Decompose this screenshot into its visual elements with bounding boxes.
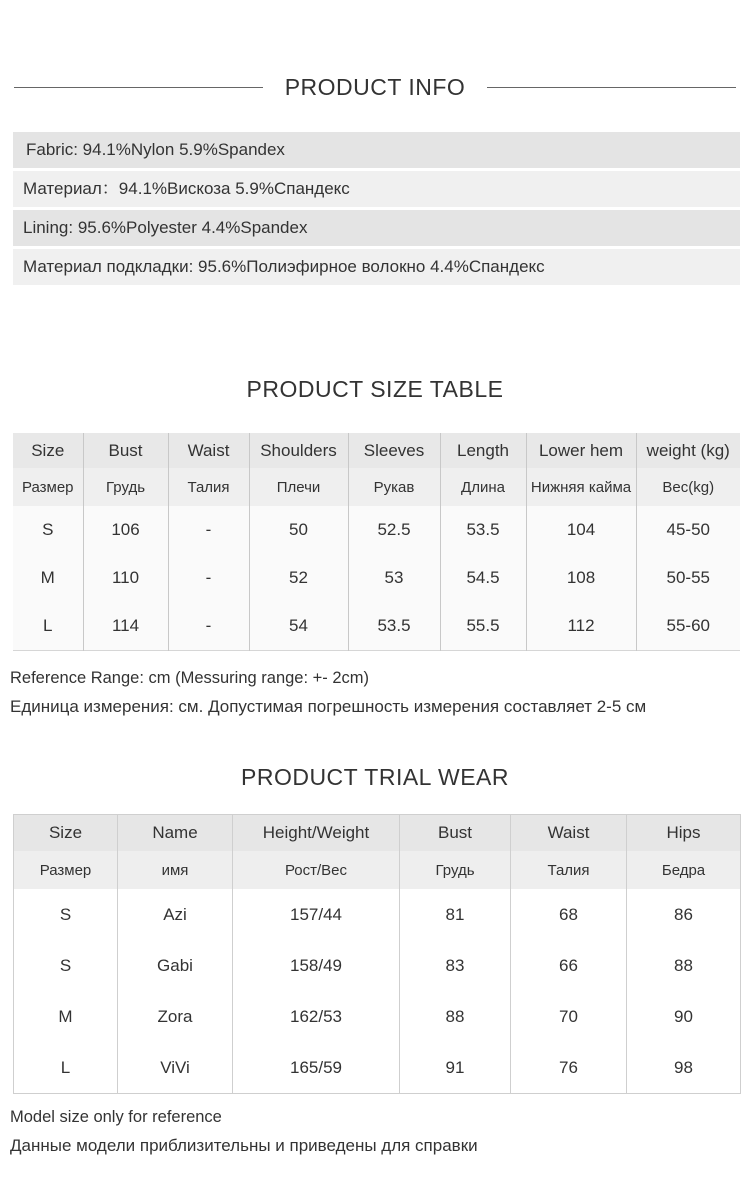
table-cell: 53 [348, 554, 440, 602]
header-cell: имя [118, 851, 233, 889]
table-cell: Zora [118, 991, 233, 1042]
table-cell: 55-60 [636, 602, 740, 651]
table-cell: 55.5 [440, 602, 526, 651]
table-cell: 52.5 [348, 506, 440, 554]
table-row [14, 940, 741, 991]
header-cell: Lower hem [526, 433, 636, 468]
table-cell: Azi [118, 889, 233, 940]
table-cell: 91 [400, 1042, 511, 1094]
header-cell: Плечи [249, 468, 348, 506]
table-cell: S [13, 506, 83, 554]
header-cell: Size [13, 433, 83, 468]
header-cell: Waist [168, 433, 249, 468]
header-cell: Length [440, 433, 526, 468]
table-row [13, 554, 740, 602]
table-cell: L [14, 1042, 118, 1094]
table-cell: ViVi [118, 1042, 233, 1094]
header-cell: Грудь [83, 468, 168, 506]
table-cell: 110 [83, 554, 168, 602]
table-cell: 70 [511, 991, 627, 1042]
table-cell: 108 [526, 554, 636, 602]
table-cell: 53.5 [348, 602, 440, 651]
table-cell: 83 [400, 940, 511, 991]
table-cell: - [168, 602, 249, 651]
size-table [13, 433, 740, 651]
table-cell: 90 [627, 991, 741, 1042]
header-cell: Sleeves [348, 433, 440, 468]
info-row-lining-ru: Материал подкладки: 95.6%Полиэфирное волокно 4.4%Спандекс [13, 249, 740, 285]
table-cell: 50-55 [636, 554, 740, 602]
size-table-heading-row [0, 376, 750, 403]
table-cell: 68 [511, 889, 627, 940]
table-cell: 98 [627, 1042, 741, 1094]
header-cell: Длина [440, 468, 526, 506]
info-row-fabric-ru: Материал：94.1%Вискоза 5.9%Спандекс [13, 171, 740, 207]
product-info-heading: PRODUCT INFO [284, 74, 466, 100]
header-cell: Shoulders [249, 433, 348, 468]
table-cell: L [13, 602, 83, 651]
header-cell: Рост/Вес [233, 851, 400, 889]
table-cell: 157/44 [233, 889, 400, 940]
header-cell: Нижняя кайма [526, 468, 636, 506]
header-cell: Размер [14, 851, 118, 889]
product-info-box [13, 132, 740, 288]
divider-line [487, 87, 736, 88]
trial-wear-heading-row [0, 764, 750, 791]
table-cell: 162/53 [233, 991, 400, 1042]
info-row-fabric: Fabric: 94.1%Nylon 5.9%Spandex [13, 132, 740, 168]
table-cell: 165/59 [233, 1042, 400, 1094]
table-cell: 114 [83, 602, 168, 651]
table-cell: S [14, 940, 118, 991]
table-cell: 112 [526, 602, 636, 651]
table-cell: M [14, 991, 118, 1042]
table-cell: 45-50 [636, 506, 740, 554]
size-table-header-en [13, 433, 740, 468]
table-row [13, 602, 740, 651]
table-cell: 66 [511, 940, 627, 991]
table-cell: 54.5 [440, 554, 526, 602]
table-row [14, 991, 741, 1042]
header-cell: Height/Weight [233, 815, 400, 852]
header-cell: Name [118, 815, 233, 852]
info-row-lining: Lining: 95.6%Polyester 4.4%Spandex [13, 210, 740, 246]
table-cell: 54 [249, 602, 348, 651]
table-cell: Gabi [118, 940, 233, 991]
header-cell: Вес(kg) [636, 468, 740, 506]
table-cell: 106 [83, 506, 168, 554]
table-cell: S [14, 889, 118, 940]
header-cell: weight (kg) [636, 433, 740, 468]
table-cell: 81 [400, 889, 511, 940]
product-info-heading-row [0, 74, 750, 101]
table-cell: 86 [627, 889, 741, 940]
table-row [14, 889, 741, 940]
table-cell: 104 [526, 506, 636, 554]
header-cell: Bust [83, 433, 168, 468]
table-cell: 158/49 [233, 940, 400, 991]
size-table-header-ru [13, 468, 740, 506]
table-cell: - [168, 554, 249, 602]
table-cell: 50 [249, 506, 348, 554]
trial-wear-table [13, 814, 741, 1094]
header-cell: Талия [511, 851, 627, 889]
trial-wear-heading: PRODUCT TRIAL WEAR [241, 764, 509, 790]
table-cell: 52 [249, 554, 348, 602]
header-cell: Size [14, 815, 118, 852]
table-row [13, 506, 740, 554]
header-cell: Бедра [627, 851, 741, 889]
table-row [14, 1042, 741, 1094]
header-cell: Waist [511, 815, 627, 852]
size-table-heading: PRODUCT SIZE TABLE [246, 376, 504, 402]
header-cell: Талия [168, 468, 249, 506]
size-table-note-ru: Единица измерения: см. Допустимая погрешность измерения составляет 2-5 см [10, 697, 647, 716]
trial-table-header-en [14, 815, 741, 852]
trial-table-header-ru [14, 851, 741, 889]
header-cell: Рукав [348, 468, 440, 506]
table-cell: 88 [627, 940, 741, 991]
trial-note-ru: Данные модели приблизительны и приведены для справки [10, 1136, 478, 1155]
header-cell: Hips [627, 815, 741, 852]
divider-line [14, 87, 263, 88]
header-cell: Размер [13, 468, 83, 506]
table-cell: - [168, 506, 249, 554]
header-cell: Bust [400, 815, 511, 852]
table-cell: 88 [400, 991, 511, 1042]
size-table-note-en: Reference Range: cm (Messuring range: +- 2cm) [10, 669, 370, 687]
table-cell: 53.5 [440, 506, 526, 554]
trial-note-en: Model size only for reference [10, 1108, 222, 1126]
table-cell: 76 [511, 1042, 627, 1094]
header-cell: Грудь [400, 851, 511, 889]
table-cell: M [13, 554, 83, 602]
